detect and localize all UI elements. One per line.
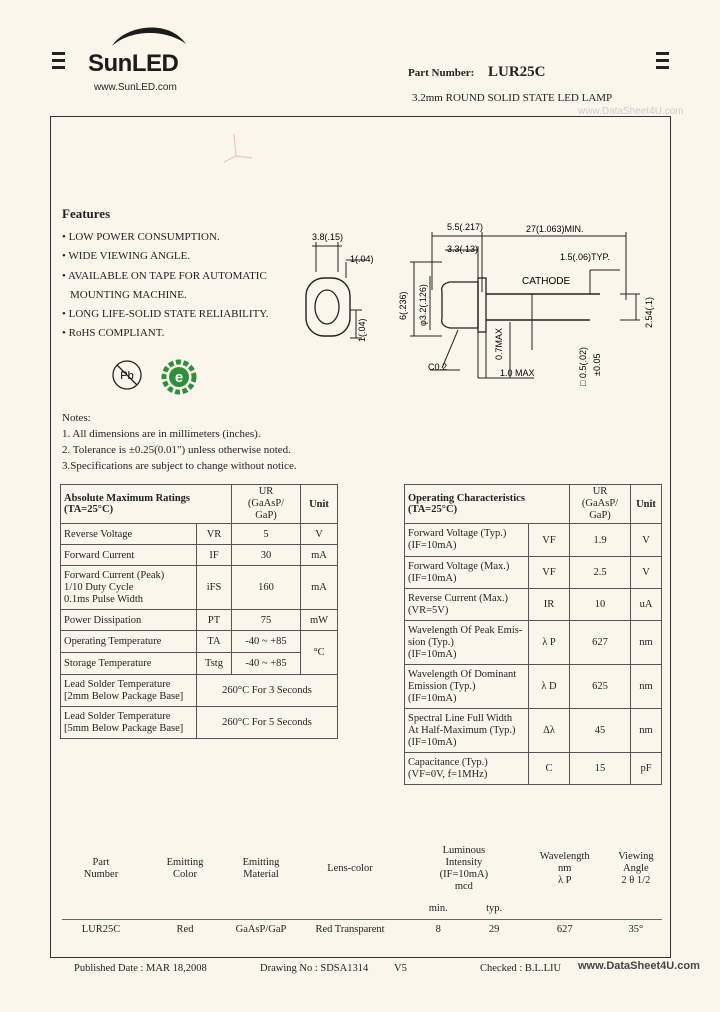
table-row — [405, 557, 662, 589]
sel-header-lens: Lens-color — [327, 863, 373, 874]
bullet: • — [62, 250, 66, 263]
drawing-number: Drawing No : SDSA1314 — [260, 963, 369, 974]
op-char-header — [405, 485, 570, 524]
note-line: 3.Specifications are subject to change without notice. — [62, 460, 297, 472]
param-value: 260°C For 5 Seconds — [197, 707, 338, 739]
features-list — [62, 228, 292, 344]
watermark-bottom: www.DataSheet4U.com — [578, 960, 700, 972]
table-row — [405, 589, 662, 621]
param-name: Lead Solder Temperature [5mm Below Package Base] — [61, 707, 197, 739]
param-symbol: Δλ — [529, 709, 570, 753]
feature-text: LONG LIFE-SOLID STATE RELIABILITY. — [68, 308, 269, 321]
sel-angle: 35° — [628, 923, 644, 935]
feature-text: LOW POWER CONSUMPTION. — [68, 231, 220, 243]
feature-item — [62, 228, 292, 247]
param-unit: nm — [631, 621, 662, 665]
e-text: e — [174, 369, 184, 386]
dim-3-2: φ3.2(.126) — [418, 284, 428, 326]
param-unit: pF — [631, 753, 662, 785]
subtitle: 3.2mm ROUND SOLID STATE LED LAMP — [412, 92, 613, 104]
selection-guide-table — [62, 840, 662, 940]
param-name: Operating Temperature — [61, 631, 197, 653]
param-name: Power Dissipation — [61, 610, 197, 631]
param-unit: mA — [301, 545, 338, 566]
param-name: Lead Solder Temperature [2mm Below Package Base] — [61, 675, 197, 707]
abs-max-sub: (TA=25°C) — [64, 504, 114, 515]
param-name: Wavelength Of Dominant Emission (Typ.) (IF=10mA) — [405, 665, 529, 709]
abs-max-unit-header: Unit — [301, 485, 338, 524]
param-symbol: λ P — [529, 621, 570, 665]
param-name: Reverse Voltage — [61, 524, 197, 545]
table-row — [61, 675, 338, 707]
table-row — [405, 621, 662, 665]
dim-1-0: 1.0 MAX — [500, 368, 535, 378]
param-name: Capacitance (Typ.) (VF=0V, f=1MHz) — [405, 753, 529, 785]
sel-header-intensity: Luminous Intensity (IF=10mA) mcd — [439, 845, 489, 892]
param-value: 160 — [232, 566, 301, 610]
bullet: • — [62, 231, 66, 243]
param-unit: nm — [631, 709, 662, 753]
part-number: LUR25C — [488, 64, 546, 80]
dim-1-top: 1(.04) — [350, 254, 374, 264]
table-row — [405, 665, 662, 709]
logo: SunLED — [88, 50, 179, 77]
param-value: 1.9 — [570, 524, 631, 557]
dim-3-3: 3.3(.13) — [447, 244, 479, 254]
dim-5-5: 5.5(.217) — [447, 222, 484, 232]
param-name: Forward Voltage (Typ.) (IF=10mA) — [405, 524, 529, 557]
param-value: 30 — [232, 545, 301, 566]
right-bar-mark — [656, 52, 669, 73]
notes-title: Notes: — [62, 412, 91, 424]
param-name: Wavelength Of Peak Emis- sion (Typ.) (IF=10mA) — [405, 621, 529, 665]
param-symbol: IR — [529, 589, 570, 621]
selection-subheader-row — [62, 898, 662, 918]
watermark-top: www.DataSheet4U.com — [578, 106, 684, 117]
sel-header-part: Part Number — [83, 857, 119, 880]
param-value: 75 — [232, 610, 301, 631]
sel-header-angle: Viewing Angle 2 θ 1/2 — [618, 851, 654, 886]
table-row — [61, 524, 338, 545]
website: www.SunLED.com — [94, 82, 177, 93]
param-value: -40 ~ +85 — [232, 653, 301, 675]
feature-item — [62, 286, 292, 305]
faint-mark-icon — [222, 132, 256, 166]
features-heading: Features — [62, 206, 111, 221]
table-row — [61, 653, 338, 675]
note-line: 1. All dimensions are in millimeters (inches). — [62, 428, 261, 440]
abs-max-title: Absolute Maximum Ratings — [64, 493, 191, 504]
absolute-max-table — [60, 484, 338, 739]
op-char-title: Operating Characteristics — [408, 493, 525, 504]
param-name: Forward Voltage (Max.) (IF=10mA) — [405, 557, 529, 589]
sel-wavelength: 627 — [556, 923, 573, 935]
bullet: • — [62, 308, 66, 321]
param-symbol: Tstg — [197, 653, 232, 675]
sel-lens: Red Transparent — [315, 923, 385, 935]
sel-header-wavelength: Wavelength nm λ P — [539, 851, 590, 886]
feature-item — [62, 305, 292, 324]
dim-6: 6(.236) — [398, 291, 408, 320]
dim-c0-2: C0.2 — [428, 362, 448, 372]
table-row — [61, 566, 338, 610]
sel-header-material: Emitting Material — [242, 857, 280, 880]
dim-1-5: 1.5(.06)TYP. — [560, 252, 610, 262]
sel-typ-label: typ. — [486, 902, 503, 914]
param-value: 260°C For 3 Seconds — [197, 675, 338, 707]
table-row — [62, 918, 662, 940]
table-row — [61, 707, 338, 739]
dim-2-54: 2.54(.1) — [644, 296, 654, 328]
param-value: 5 — [232, 524, 301, 545]
param-name: Forward Current — [61, 545, 197, 566]
param-symbol: VR — [197, 524, 232, 545]
sel-header-color: Emitting Color — [166, 857, 204, 880]
param-name: Reverse Current (Max.) (VR=5V) — [405, 589, 529, 621]
param-symbol: IF — [197, 545, 232, 566]
feature-text: AVAILABLE ON TAPE FOR AUTOMATIC — [68, 269, 267, 282]
feature-item — [62, 267, 292, 286]
dim-3-8: 3.8(.15) — [312, 232, 344, 242]
param-value: 627 — [570, 621, 631, 665]
param-value: 45 — [570, 709, 631, 753]
param-value: -40 ~ +85 — [232, 631, 301, 653]
feature-text: RoHS COMPLIANT. — [68, 327, 165, 340]
table-row — [405, 753, 662, 785]
sel-part: LUR25C — [81, 923, 121, 935]
param-value: 2.5 — [570, 557, 631, 589]
param-symbol: TA — [197, 631, 232, 653]
dim-0-7: 0.7MAX — [494, 327, 504, 360]
param-name: Storage Temperature — [61, 653, 197, 675]
dim-0-05: ±0.05 — [592, 353, 602, 376]
dim-0-5: □ 0.5(.02) — [578, 347, 588, 386]
param-value: 10 — [570, 589, 631, 621]
package-drawing — [290, 210, 670, 390]
logo-swoosh-icon — [108, 22, 190, 48]
notes — [62, 410, 297, 474]
pb-text: Pb — [120, 370, 134, 382]
feature-text: MOUNTING MACHINE. — [70, 288, 187, 301]
bullet: • — [62, 269, 66, 282]
selection-header-row — [62, 840, 662, 898]
bullet: • — [62, 327, 66, 340]
param-symbol: PT — [197, 610, 232, 631]
published-date: Published Date : MAR 18,2008 — [74, 963, 207, 974]
table-row — [61, 545, 338, 566]
sel-typ: 29 — [488, 923, 500, 935]
param-unit: V — [631, 524, 662, 557]
dim-1-side: 1(.04) — [357, 318, 367, 342]
part-number-label: Part Number: — [408, 67, 475, 79]
param-symbol: iFS — [197, 566, 232, 610]
feature-item — [62, 324, 292, 343]
sel-min: 8 — [435, 923, 441, 935]
eco-e-icon — [160, 358, 198, 396]
abs-max-header — [61, 485, 232, 524]
param-unit: uA — [631, 589, 662, 621]
param-unit: V — [301, 524, 338, 545]
param-unit: °C — [301, 631, 338, 675]
feature-item — [62, 247, 292, 266]
abs-max-ur-header: UR (GaAsP/ GaP) — [232, 485, 301, 524]
table-row — [61, 610, 338, 631]
param-unit: mA — [301, 566, 338, 610]
param-symbol: VF — [529, 557, 570, 589]
param-unit: mW — [301, 610, 338, 631]
table-row — [61, 631, 338, 653]
table-row — [405, 709, 662, 753]
op-char-sub: (TA=25°C) — [408, 504, 458, 515]
sel-min-label: min. — [428, 902, 448, 914]
op-char-ur-header: UR (GaAsP/ GaP) — [570, 485, 631, 524]
sel-color: Red — [176, 923, 194, 935]
param-name: Spectral Line Full Width At Half-Maximum (Typ.) (IF=10mA) — [405, 709, 529, 753]
param-name: Forward Current (Peak) 1/10 Duty Cycle 0.1ms Pulse Width — [61, 566, 197, 610]
selection-divider — [62, 919, 662, 920]
param-symbol: C — [529, 753, 570, 785]
dim-27: 27(1.063)MIN. — [526, 224, 584, 234]
checked-by: Checked : B.L.LIU — [480, 963, 562, 974]
param-value: 625 — [570, 665, 631, 709]
cathode-label: CATHODE — [522, 276, 571, 287]
param-symbol: λ D — [529, 665, 570, 709]
op-char-unit-header: Unit — [631, 485, 662, 524]
operating-characteristics-table — [404, 484, 662, 785]
feature-text: WIDE VIEWING ANGLE. — [68, 250, 191, 263]
param-unit: nm — [631, 665, 662, 709]
note-line: 2. Tolerance is ±0.25(0.01") unless otherwise noted. — [62, 444, 291, 456]
table-row — [405, 524, 662, 557]
param-unit: V — [631, 557, 662, 589]
param-value: 15 — [570, 753, 631, 785]
sel-material: GaAsP/GaP — [235, 923, 287, 935]
pb-free-icon — [110, 358, 144, 392]
param-symbol: VF — [529, 524, 570, 557]
left-bar-mark — [52, 52, 65, 73]
version: V5 — [394, 963, 407, 974]
